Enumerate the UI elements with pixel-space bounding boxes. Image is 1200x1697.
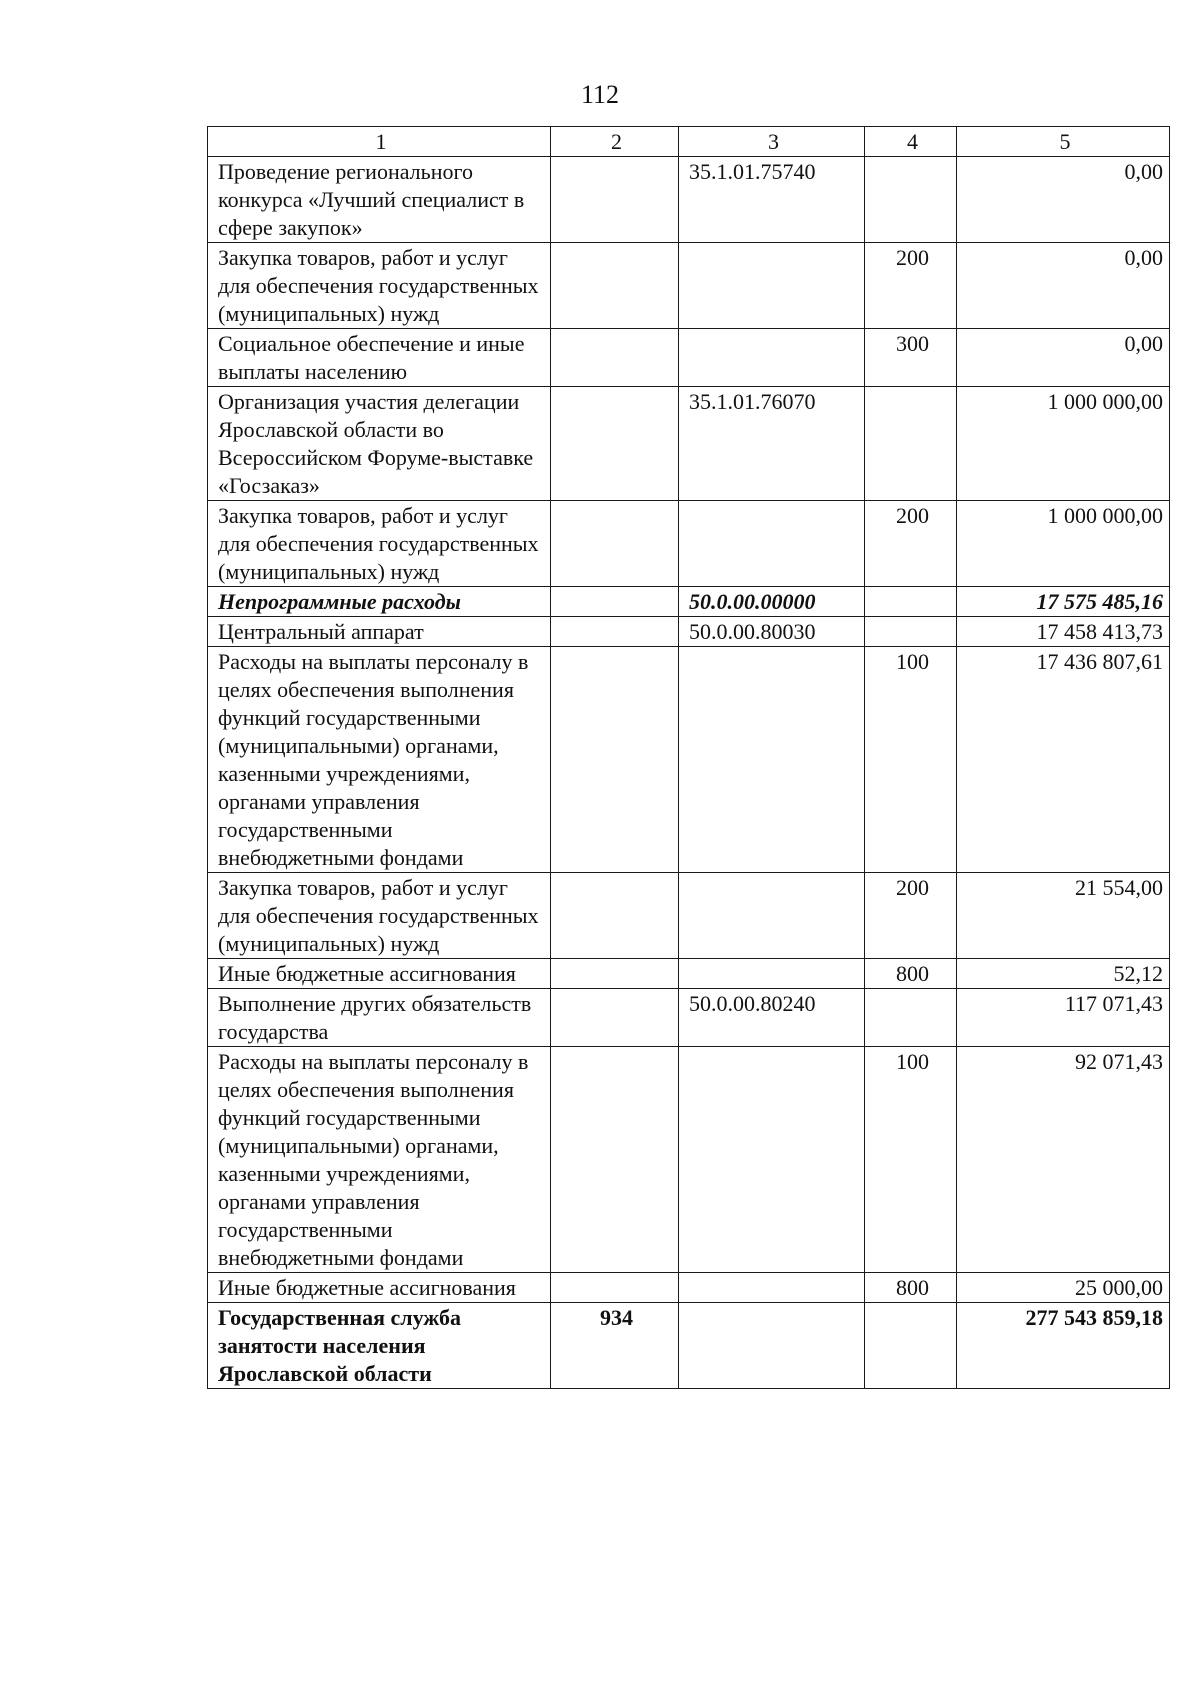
table-row xyxy=(208,501,1170,587)
cell-name: Закупка товаров, работ и услуг для обеспечения государственных (муниципальных) нужд xyxy=(208,873,551,959)
cell-expense-type: 100 xyxy=(865,647,957,873)
cell-amount: 21 554,00 xyxy=(957,873,1170,959)
cell-target-article xyxy=(679,647,865,873)
cell-expense-type: 800 xyxy=(865,959,957,989)
cell-expense-type xyxy=(865,157,957,243)
cell-code xyxy=(551,157,679,243)
cell-amount: 1 000 000,00 xyxy=(957,387,1170,501)
cell-amount: 0,00 xyxy=(957,329,1170,387)
cell-code xyxy=(551,959,679,989)
cell-target-article xyxy=(679,1273,865,1303)
table-body xyxy=(208,157,1170,1389)
cell-expense-type xyxy=(865,1303,957,1389)
cell-target-article xyxy=(679,1303,865,1389)
cell-amount: 0,00 xyxy=(957,243,1170,329)
cell-amount: 17 575 485,16 xyxy=(957,587,1170,617)
table-row xyxy=(208,587,1170,617)
table-row xyxy=(208,1047,1170,1273)
cell-code xyxy=(551,1273,679,1303)
cell-expense-type: 100 xyxy=(865,1047,957,1273)
cell-target-article: 50.0.00.00000 xyxy=(679,587,865,617)
table-row xyxy=(208,1273,1170,1303)
cell-name: Непрограммные расходы xyxy=(208,587,551,617)
cell-target-article: 35.1.01.75740 xyxy=(679,157,865,243)
cell-expense-type xyxy=(865,989,957,1047)
cell-name: Организация участия делегации Ярославской области во Всероссийском Форуме-выставке «Госзаказ» xyxy=(208,387,551,501)
cell-code xyxy=(551,989,679,1047)
cell-amount: 117 071,43 xyxy=(957,989,1170,1047)
cell-amount: 52,12 xyxy=(957,959,1170,989)
cell-name: Закупка товаров, работ и услуг для обеспечения государственных (муниципальных) нужд xyxy=(208,243,551,329)
cell-name: Государственная служба занятости населения Ярославской области xyxy=(208,1303,551,1389)
cell-expense-type: 300 xyxy=(865,329,957,387)
cell-code xyxy=(551,873,679,959)
cell-target-article xyxy=(679,959,865,989)
cell-target-article: 35.1.01.76070 xyxy=(679,387,865,501)
cell-amount: 277 543 859,18 xyxy=(957,1303,1170,1389)
cell-expense-type: 200 xyxy=(865,501,957,587)
cell-expense-type xyxy=(865,587,957,617)
cell-code xyxy=(551,501,679,587)
cell-expense-type xyxy=(865,617,957,647)
cell-name: Иные бюджетные ассигнования xyxy=(208,959,551,989)
cell-code xyxy=(551,617,679,647)
cell-expense-type xyxy=(865,387,957,501)
cell-code xyxy=(551,1047,679,1273)
header-col-1: 1 xyxy=(208,127,551,157)
cell-code xyxy=(551,329,679,387)
cell-target-article xyxy=(679,243,865,329)
cell-target-article: 50.0.00.80240 xyxy=(679,989,865,1047)
cell-target-article: 50.0.00.80030 xyxy=(679,617,865,647)
header-col-5: 5 xyxy=(957,127,1170,157)
cell-expense-type: 200 xyxy=(865,243,957,329)
cell-target-article xyxy=(679,501,865,587)
cell-amount: 17 436 807,61 xyxy=(957,647,1170,873)
cell-name: Расходы на выплаты персоналу в целях обеспечения выполнения функций государственными (муниципальными) органами, казенными учреждениями, органами управления государственными внебюджетными фондами xyxy=(208,1047,551,1273)
table-row xyxy=(208,617,1170,647)
header-col-2: 2 xyxy=(551,127,679,157)
page-number: 112 xyxy=(580,80,620,109)
table-row xyxy=(208,1303,1170,1389)
budget-table xyxy=(207,126,1170,1389)
table-row xyxy=(208,989,1170,1047)
cell-name: Центральный аппарат xyxy=(208,617,551,647)
table-row xyxy=(208,387,1170,501)
table-row xyxy=(208,959,1170,989)
table-row xyxy=(208,243,1170,329)
cell-code xyxy=(551,387,679,501)
cell-expense-type: 800 xyxy=(865,1273,957,1303)
table-row xyxy=(208,157,1170,243)
cell-name: Иные бюджетные ассигнования xyxy=(208,1273,551,1303)
table-row xyxy=(208,329,1170,387)
table-row xyxy=(208,873,1170,959)
cell-amount: 25 000,00 xyxy=(957,1273,1170,1303)
cell-amount: 17 458 413,73 xyxy=(957,617,1170,647)
header-col-3: 3 xyxy=(679,127,865,157)
cell-code xyxy=(551,647,679,873)
cell-name: Проведение регионального конкурса «Лучший специалист в сфере закупок» xyxy=(208,157,551,243)
cell-amount: 1 000 000,00 xyxy=(957,501,1170,587)
cell-code: 934 xyxy=(551,1303,679,1389)
cell-target-article xyxy=(679,873,865,959)
cell-name: Закупка товаров, работ и услуг для обеспечения государственных (муниципальных) нужд xyxy=(208,501,551,587)
cell-code xyxy=(551,587,679,617)
cell-name: Расходы на выплаты персоналу в целях обеспечения выполнения функций государственными (муниципальными) органами, казенными учреждениями, органами управления государственными внебюджетными фондами xyxy=(208,647,551,873)
header-col-4: 4 xyxy=(865,127,957,157)
cell-name: Выполнение других обязательств государства xyxy=(208,989,551,1047)
cell-expense-type: 200 xyxy=(865,873,957,959)
table-row xyxy=(208,647,1170,873)
cell-target-article xyxy=(679,329,865,387)
cell-target-article xyxy=(679,1047,865,1273)
header-row xyxy=(208,127,1170,157)
cell-name: Социальное обеспечение и иные выплаты населению xyxy=(208,329,551,387)
cell-amount: 0,00 xyxy=(957,157,1170,243)
table-header xyxy=(208,127,1170,157)
cell-amount: 92 071,43 xyxy=(957,1047,1170,1273)
cell-code xyxy=(551,243,679,329)
